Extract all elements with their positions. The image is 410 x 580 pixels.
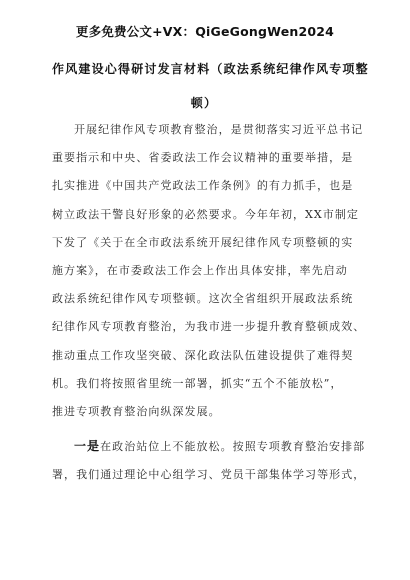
paragraph-line: 下发了《关于在全市政法系统开展纪律作风专项整顿的实	[52, 235, 354, 249]
paragraph-1	[52, 116, 370, 426]
title-line-2: 顿）	[190, 96, 218, 110]
point-1	[52, 432, 370, 489]
point-1-text: 在政治站位上不能放松。按照专项教育整治安排部	[100, 440, 366, 454]
paragraph-line: 推动重点工作攻坚突破、深化政法队伍建设提供了难得契	[52, 348, 354, 362]
document-body	[52, 116, 370, 490]
point-1-line-1	[52, 432, 370, 461]
title-line-1: 作风建设心得研讨发言材料（政法系统纪律作风专项整	[52, 62, 369, 76]
document-title	[52, 52, 370, 120]
paragraph-line: 树立政法干警良好形象的必然要求。今年年初，XX市制定	[52, 207, 359, 221]
watermark-header: 更多免费公文+VX：QiGeGongWen2024	[75, 24, 335, 39]
paragraph-line: 纪律作风专项教育整治，为我市进一步提升教育整顿成效、	[52, 320, 366, 334]
paragraph-line: 机。我们将按照省里统一部署，抓实“五个不能放松”，	[52, 376, 343, 390]
paragraph-line: 开展纪律作风专项教育整治，是贯彻落实习近平总书记	[74, 123, 364, 136]
point-1-lead: 一是	[74, 439, 101, 454]
paragraph-line: 政法系统纪律作风专项整顿。这次全省组织开展政法系统	[52, 292, 354, 306]
point-1-line-2: 署，我们通过理论中心组学习、党员干部集体学习等形式，	[52, 468, 366, 482]
paragraph-line: 扎实推进《中国共产党政法工作条例》的有力抓手，也是	[52, 179, 354, 193]
paragraph-line: 推进专项教育整治向纵深发展。	[52, 405, 221, 419]
paragraph-line: 重要指示和中央、省委政法工作会议精神的重要举措，是	[52, 151, 354, 165]
paragraph-line: 施方案》，在市委政法工作会上作出具体安排，率先启动	[52, 264, 348, 278]
